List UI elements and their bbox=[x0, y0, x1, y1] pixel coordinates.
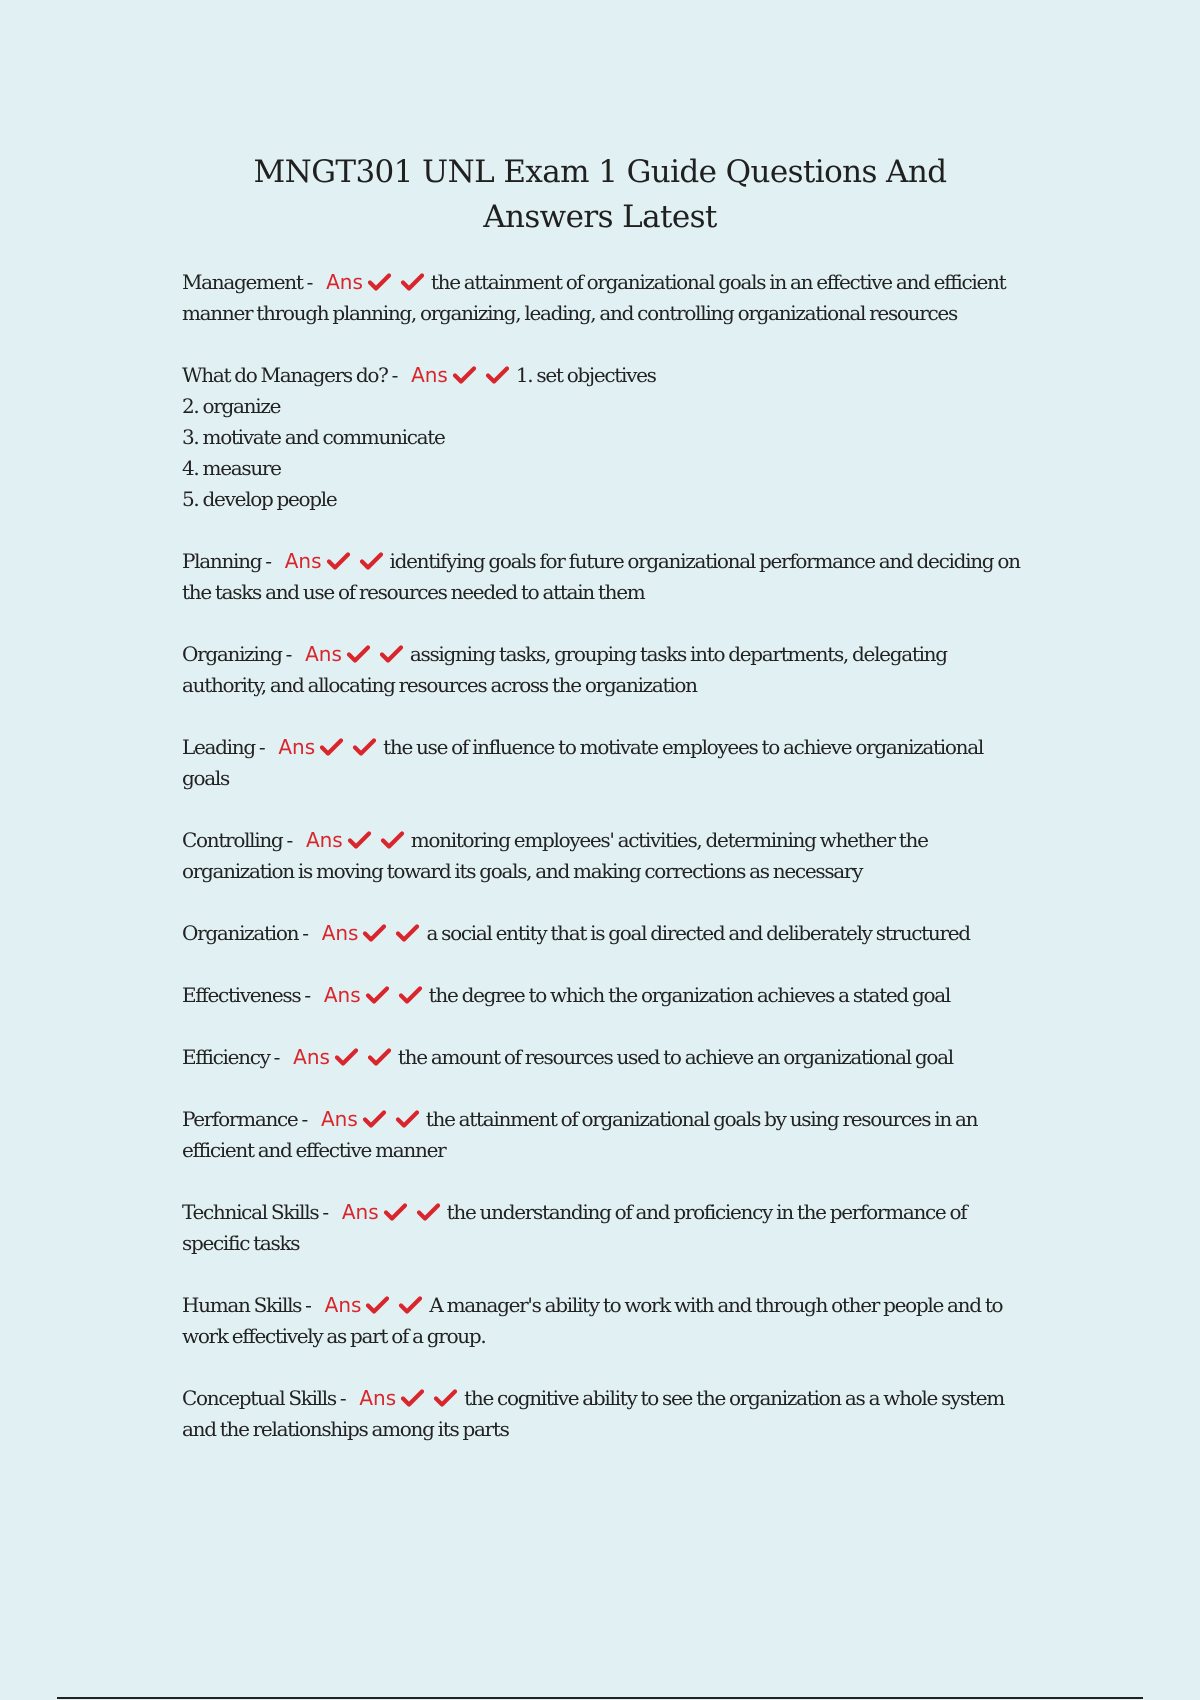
answer-line: 2. organize bbox=[182, 394, 281, 418]
check-mark-icon bbox=[334, 1047, 359, 1067]
question-term: Controlling - bbox=[182, 828, 292, 852]
answer-label: Ans bbox=[305, 828, 343, 852]
question-term: Efficiency - bbox=[182, 1045, 280, 1069]
check-mark-icon bbox=[346, 644, 371, 664]
check-mark-icon bbox=[326, 551, 351, 571]
check-mark-icon bbox=[379, 644, 404, 664]
check-mark-icon bbox=[367, 272, 392, 292]
answer-label: Ans bbox=[321, 921, 359, 945]
check-mark-icon bbox=[416, 1202, 441, 1222]
answer-text: the understanding of and proficiency in the performance of specific tasks bbox=[182, 1200, 967, 1255]
check-mark-icon bbox=[400, 272, 425, 292]
qa-item bbox=[182, 267, 1022, 329]
check-mark-icon bbox=[395, 923, 420, 943]
check-mark-icon bbox=[359, 551, 384, 571]
answer-text: identifying goals for future organizational performance and deciding on the tasks and use of resources needed to attain them bbox=[182, 549, 1020, 604]
check-mark-icon bbox=[347, 830, 372, 850]
qa-item bbox=[182, 639, 1022, 701]
qa-item bbox=[182, 1290, 1022, 1352]
answer-line: 4. measure bbox=[182, 456, 281, 480]
check-mark-icon bbox=[398, 985, 423, 1005]
check-mark-icon bbox=[485, 365, 510, 385]
qa-item bbox=[182, 1042, 1022, 1073]
answer-label: Ans bbox=[359, 1386, 397, 1410]
answer-text: the degree to which the organization achieves a stated goal bbox=[428, 983, 950, 1007]
answer-text: the attainment of organizational goals by using resources in an efficient and effective manner bbox=[182, 1107, 978, 1162]
question-term: Leading - bbox=[182, 735, 265, 759]
qa-item bbox=[182, 918, 1022, 949]
check-mark-icon bbox=[365, 985, 390, 1005]
answer-label: Ans bbox=[324, 1293, 362, 1317]
document-title: MNGT301 UNL Exam 1 Guide Questions And Answers Latest bbox=[253, 154, 947, 235]
check-mark-icon bbox=[398, 1295, 423, 1315]
question-term: Human Skills - bbox=[182, 1293, 311, 1317]
answer-label: Ans bbox=[293, 1045, 330, 1069]
check-mark-icon bbox=[319, 737, 344, 757]
check-mark-icon bbox=[352, 737, 377, 757]
answer-label: Ans bbox=[305, 642, 342, 666]
answer-line: 3. motivate and communicate bbox=[182, 425, 445, 449]
answer-label: Ans bbox=[323, 983, 361, 1007]
check-mark-icon bbox=[383, 1202, 408, 1222]
check-mark-icon bbox=[362, 923, 387, 943]
answer-label: Ans bbox=[278, 735, 316, 759]
qa-item bbox=[182, 825, 1022, 887]
question-term: Organization - bbox=[182, 921, 308, 945]
check-mark-icon bbox=[433, 1388, 458, 1408]
question-term: What do Managers do? - bbox=[182, 363, 398, 387]
answer-label: Ans bbox=[284, 549, 322, 573]
check-mark-icon bbox=[400, 1388, 425, 1408]
question-term: Conceptual Skills - bbox=[182, 1386, 346, 1410]
question-term: Performance - bbox=[182, 1107, 307, 1131]
qa-item bbox=[182, 1383, 1022, 1445]
answer-label: Ans bbox=[326, 270, 363, 294]
qa-item bbox=[182, 1197, 1022, 1259]
check-mark-icon bbox=[367, 1047, 392, 1067]
question-term: Technical Skills - bbox=[182, 1200, 328, 1224]
answer-label: Ans bbox=[320, 1107, 358, 1131]
answer-text: assigning tasks, grouping tasks into departments, delegating authority, and allocating resources across the organization bbox=[182, 642, 947, 697]
answer-text: the cognitive ability to see the organization as a whole system and the relationships among its parts bbox=[182, 1386, 1004, 1441]
answer-label: Ans bbox=[411, 363, 448, 387]
question-term: Effectiveness - bbox=[182, 983, 310, 1007]
check-mark-icon bbox=[365, 1295, 390, 1315]
answer-text: monitoring employees' activities, determining whether the organization is moving toward its goals, and making corrections as necessary bbox=[182, 828, 928, 883]
answer-text: the use of influence to motivate employees to achieve organizational goals bbox=[182, 735, 983, 790]
answer-line: 5. develop people bbox=[182, 487, 337, 511]
qa-item bbox=[182, 980, 1022, 1011]
check-mark-icon bbox=[362, 1109, 387, 1129]
qa-item bbox=[182, 546, 1022, 608]
answer-text: 1. set objectives bbox=[515, 363, 656, 387]
question-answer-list bbox=[182, 267, 1022, 1476]
footer-divider bbox=[57, 1697, 1143, 1699]
check-mark-icon bbox=[380, 830, 405, 850]
answer-text: A manager's ability to work with and through other people and to work effectively as part of a group. bbox=[182, 1293, 1003, 1348]
question-term: Organizing - bbox=[182, 642, 292, 666]
check-mark-icon bbox=[395, 1109, 420, 1129]
answer-text: a social entity that is goal directed and deliberately structured bbox=[426, 921, 970, 945]
question-term: Planning - bbox=[182, 549, 271, 573]
question-term: Management - bbox=[182, 270, 313, 294]
qa-item bbox=[182, 1104, 1022, 1166]
check-mark-icon bbox=[452, 365, 477, 385]
qa-item bbox=[182, 732, 1022, 794]
qa-item bbox=[182, 360, 1022, 515]
answer-label: Ans bbox=[341, 1200, 379, 1224]
answer-text: the attainment of organizational goals in an effective and efficient manner through planning, organizing, leading, and controlling organizational resources bbox=[182, 270, 1006, 325]
answer-text: the amount of resources used to achieve an organizational goal bbox=[397, 1045, 953, 1069]
